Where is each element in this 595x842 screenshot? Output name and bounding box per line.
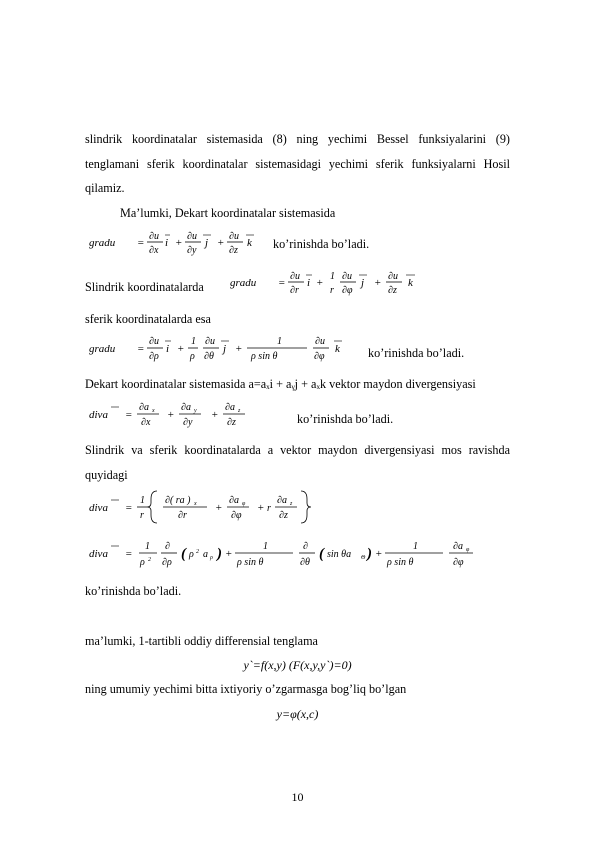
svg-text:r: r — [267, 503, 271, 514]
svg-text:∂φ: ∂φ — [342, 285, 353, 296]
svg-text:2: 2 — [196, 549, 199, 555]
svg-text:∂z: ∂z — [227, 417, 236, 428]
svg-text:∂u: ∂u — [315, 336, 325, 347]
formula-grad-cartesian — [85, 228, 275, 256]
formula-intro: Dekart koordinatalar sistemasida a=aₓi + aᵧj + aₓk vektor maydon divergensiyasi — [85, 377, 476, 391]
svg-text:j: j — [361, 277, 365, 289]
svg-text:+: + — [225, 548, 233, 560]
svg-text:∂u: ∂u — [205, 336, 215, 347]
svg-text:ρ sin θ: ρ sin θ — [237, 557, 264, 568]
svg-text:=: = — [125, 409, 133, 421]
svg-text:+: + — [175, 237, 183, 249]
svg-text:=: = — [125, 502, 133, 514]
svg-text:a: a — [203, 549, 208, 560]
svg-text:j: j — [205, 237, 209, 249]
svg-text:+: + — [375, 548, 383, 560]
svg-text:1: 1 — [140, 495, 145, 506]
paragraph-line: ning umumiy yechimi bitta ixtiyoriy o’zgarmasga bog’liq bo’lgan — [85, 682, 407, 696]
paragraph-line: quyidagi — [85, 468, 128, 482]
paragraph-line: slindrik koordinatalar sistemasida (8) ning yechimi Bessel funksiyalarini (9) — [85, 132, 510, 146]
svg-text:∂z: ∂z — [388, 285, 397, 296]
svg-text:r: r — [330, 285, 334, 296]
svg-text:∂u: ∂u — [149, 336, 159, 347]
svg-text:φ: φ — [466, 547, 470, 553]
equation: y`=f(x,y) (F(x,y,y`)=0) — [243, 658, 352, 672]
svg-text:∂r: ∂r — [178, 510, 187, 521]
svg-text:k: k — [408, 277, 413, 289]
formula-div-spherical — [85, 535, 505, 573]
svg-text:+: + — [235, 343, 243, 355]
svg-text:1: 1 — [277, 336, 282, 347]
svg-text:∂u: ∂u — [229, 231, 239, 242]
svg-text:∂u: ∂u — [290, 271, 300, 282]
svg-text:+: + — [177, 343, 185, 355]
svg-text:diva: diva — [89, 409, 108, 421]
svg-text:∂( ra ): ∂( ra ) — [165, 495, 191, 506]
svg-text:y: y — [194, 408, 197, 414]
svg-text:k: k — [247, 237, 252, 249]
svg-text:i: i — [307, 277, 311, 289]
svg-text:∂φ: ∂φ — [231, 510, 242, 521]
svg-text:∂y: ∂y — [183, 417, 193, 428]
svg-text:j: j — [223, 343, 227, 355]
paragraph-line: ma’lumki, 1-tartibli oddiy differensial tenglama — [85, 634, 318, 648]
formula-grad-cylindrical — [226, 268, 426, 298]
svg-text:1: 1 — [191, 336, 196, 347]
svg-text:∂u: ∂u — [149, 231, 159, 242]
formula-intro: sferik koordinatalarda esa — [85, 312, 211, 326]
svg-text:1: 1 — [263, 541, 268, 552]
svg-text:x: x — [152, 408, 155, 414]
svg-text:ρ sin θ: ρ sin θ — [251, 351, 278, 362]
svg-text:k: k — [335, 343, 340, 355]
svg-text:∂z: ∂z — [279, 510, 288, 521]
svg-text:diva: diva — [89, 502, 108, 514]
svg-text:=: = — [137, 343, 145, 355]
formula-caption: ko’rinishda bo’ladi. — [273, 237, 370, 251]
svg-text:∂u: ∂u — [187, 231, 197, 242]
page-number: 10 — [291, 790, 304, 804]
svg-text:i: i — [165, 237, 169, 249]
paragraph-line: qilamiz. — [85, 181, 125, 195]
svg-text:(: ( — [319, 546, 324, 562]
formula-div-cartesian — [85, 398, 285, 430]
svg-text:1: 1 — [413, 541, 418, 552]
svg-text:∂a: ∂a — [225, 402, 235, 413]
svg-text:+: + — [316, 277, 324, 289]
svg-text:∂x: ∂x — [149, 245, 159, 256]
formula-caption: ko’rinishda bo’ladi. — [297, 412, 394, 426]
svg-text:): ) — [217, 546, 222, 562]
svg-text:=: = — [137, 237, 145, 249]
svg-text:∂a: ∂a — [139, 402, 149, 413]
svg-text:∂u: ∂u — [342, 271, 352, 282]
paragraph-line: ko’rinishda bo’ladi. — [85, 584, 182, 598]
svg-text:∂: ∂ — [303, 541, 308, 552]
svg-text:∂z: ∂z — [229, 245, 238, 256]
svg-text:Θ: Θ — [361, 555, 366, 561]
svg-text:ρ: ρ — [189, 549, 194, 560]
paragraph-line: Slindrik va sferik koordinatalarda a vektor maydon divergensiyasi mos ravishda — [85, 443, 510, 457]
svg-text:x: x — [194, 501, 197, 507]
svg-text:∂ρ: ∂ρ — [162, 557, 172, 568]
svg-text:∂r: ∂r — [290, 285, 299, 296]
formula-intro: Slindrik koordinatalarda — [85, 280, 204, 294]
svg-text:=: = — [125, 548, 133, 560]
svg-text:ρ: ρ — [210, 555, 213, 561]
paragraph-line: tenglamani sferik koordinatalar sistemasidagi yechimi sferik funksiyalarni Hosil — [85, 157, 510, 171]
formula-grad-spherical — [85, 332, 365, 364]
svg-text:∂θ: ∂θ — [300, 557, 310, 568]
svg-text:1: 1 — [330, 271, 335, 282]
svg-text:1: 1 — [145, 541, 150, 552]
equation: y=φ(x,c) — [276, 707, 319, 721]
svg-text:∂a: ∂a — [229, 495, 239, 506]
svg-text:+: + — [211, 409, 219, 421]
svg-text:∂y: ∂y — [187, 245, 197, 256]
svg-text:gradu: gradu — [230, 277, 257, 289]
svg-text:+: + — [257, 502, 265, 514]
formula-div-cylindrical — [85, 485, 325, 527]
svg-text:+: + — [374, 277, 382, 289]
svg-text:gradu: gradu — [89, 237, 116, 249]
svg-text:∂φ: ∂φ — [453, 557, 464, 568]
formula-caption: ko’rinishda bo’ladi. — [368, 346, 465, 360]
svg-text:gradu: gradu — [89, 343, 116, 355]
svg-text:∂φ: ∂φ — [314, 351, 325, 362]
svg-text:∂a: ∂a — [277, 495, 287, 506]
svg-text:ρ sin θ: ρ sin θ — [387, 557, 414, 568]
svg-text:∂: ∂ — [165, 541, 170, 552]
svg-text:∂θ: ∂θ — [204, 351, 214, 362]
svg-text:sin θa: sin θa — [327, 549, 352, 560]
svg-text:∂ρ: ∂ρ — [149, 351, 159, 362]
svg-text:∂u: ∂u — [388, 271, 398, 282]
svg-text:diva: diva — [89, 548, 108, 560]
svg-text:+: + — [167, 409, 175, 421]
svg-text:z: z — [238, 408, 241, 414]
svg-text:i: i — [166, 343, 170, 355]
svg-text:∂a: ∂a — [453, 541, 463, 552]
svg-text:=: = — [278, 277, 286, 289]
svg-text:ρ: ρ — [140, 557, 145, 568]
svg-text:z: z — [290, 501, 293, 507]
svg-text:+: + — [215, 502, 223, 514]
svg-text:r: r — [140, 510, 144, 521]
svg-text:ρ: ρ — [190, 351, 195, 362]
svg-text:φ: φ — [242, 501, 246, 507]
paragraph-line: Ma’lumki, Dekart koordinatalar sistemasida — [120, 206, 336, 220]
svg-text:(: ( — [181, 546, 186, 562]
svg-text:∂x: ∂x — [141, 417, 151, 428]
svg-text:): ) — [367, 546, 372, 562]
svg-text:2: 2 — [148, 557, 151, 563]
svg-text:+: + — [217, 237, 225, 249]
svg-text:∂a: ∂a — [181, 402, 191, 413]
